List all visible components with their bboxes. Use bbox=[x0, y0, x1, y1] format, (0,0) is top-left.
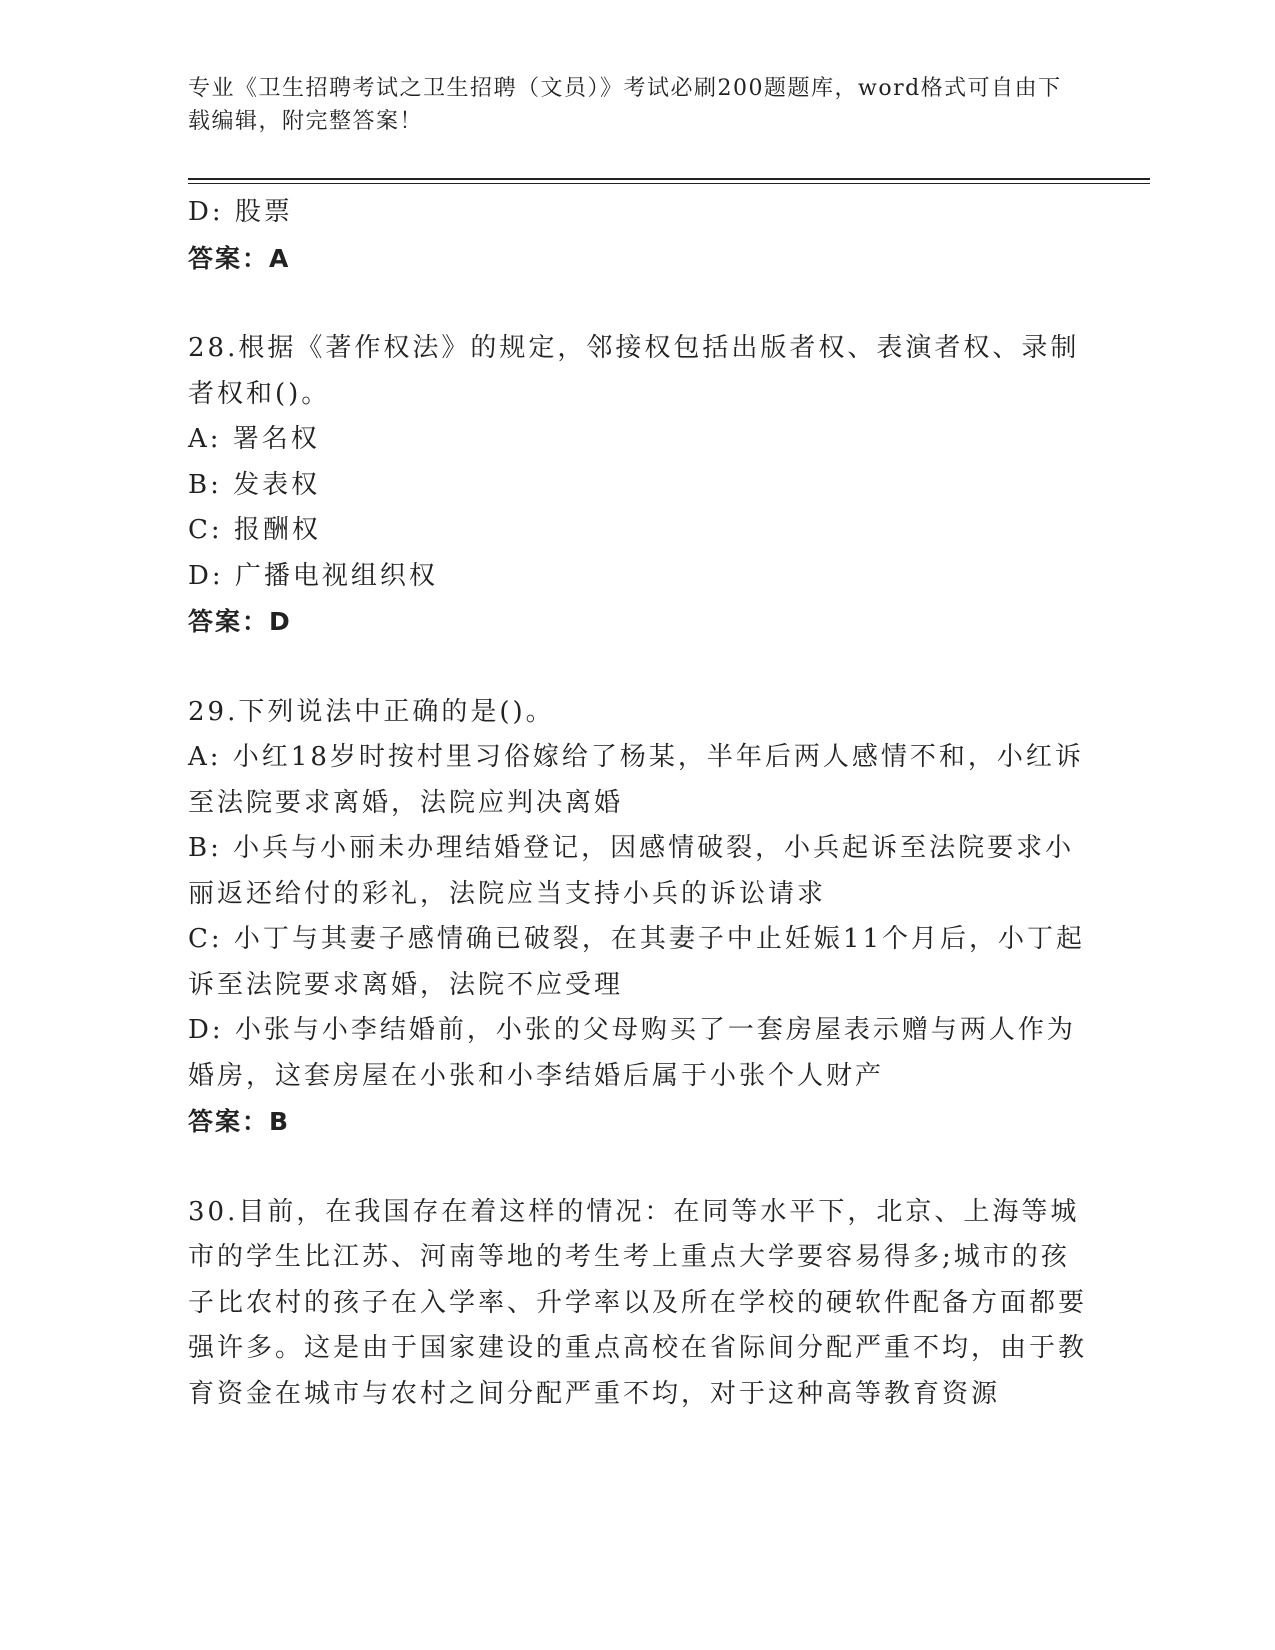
q30-stem: 30.目前，在我国存在着这样的情况：在同等水平下，北京、上海等城市的学生比江苏、河南等地的考生考上重点大学要容易得多;城市的孩子比农村的孩子在入学率、升学率以及所在学校的硬软件配备方面都要强许多。这是由于国家建设的重点高校在省际间分配严重不均，由于教育资金在城市与农村之间分配严重不均，对于这种高等教育资源 bbox=[188, 1196, 1088, 1409]
q29-option-c: C: 小丁与其妻子感情确已破裂，在其妻子中止妊娠11个月后，小丁起诉至法院要求离婚，法院不应受理 bbox=[188, 924, 1086, 1000]
q29-option-b: B: 小兵与小丽未办理结婚登记，因感情破裂，小兵起诉至法院要求小丽返还给付的彩礼，法院应当支持小兵的诉讼请求 bbox=[188, 833, 1075, 909]
q29-answer: 答案：B bbox=[188, 1107, 291, 1136]
q28-stem: 28.根据《著作权法》的规定，邻接权包括出版者权、表演者权、录制者权和()。 bbox=[188, 333, 1080, 409]
q28-option-c: C: 报酬权 bbox=[188, 515, 321, 545]
prev-option-d: D: 股票 bbox=[188, 197, 293, 227]
spacer bbox=[188, 1145, 1088, 1190]
header-rule-thick bbox=[188, 178, 1150, 180]
q28-option-b: B: 发表权 bbox=[188, 469, 321, 500]
document-header: 专业《卫生招聘考试之卫生招聘（文员）》考试必刷200题题库，word格式可自由下载编辑，附完整答案！ bbox=[188, 76, 1062, 134]
q29-stem: 29.下列说法中正确的是()。 bbox=[188, 696, 555, 727]
prev-answer: 答案：A bbox=[188, 243, 291, 273]
q28-answer: 答案：D bbox=[188, 607, 292, 636]
q29-option-d: D: 小张与小李结婚前，小张的父母购买了一套房屋表示赠与两人作为婚房，这套房屋在小张和小李结婚后属于小张个人财产 bbox=[188, 1015, 1076, 1091]
spacer bbox=[188, 281, 1088, 326]
q29-option-a: A: 小红18岁时按村里习俗嫁给了杨某，半年后两人感情不和，小红诉至法院要求离婚，法院应判决离婚 bbox=[188, 742, 1084, 818]
q28-option-a: A: 署名权 bbox=[188, 424, 320, 454]
document-body bbox=[188, 190, 1088, 1417]
header-rule-thin bbox=[188, 183, 1150, 184]
q28-option-d: D: 广播电视组织权 bbox=[188, 560, 438, 591]
spacer bbox=[188, 645, 1088, 690]
